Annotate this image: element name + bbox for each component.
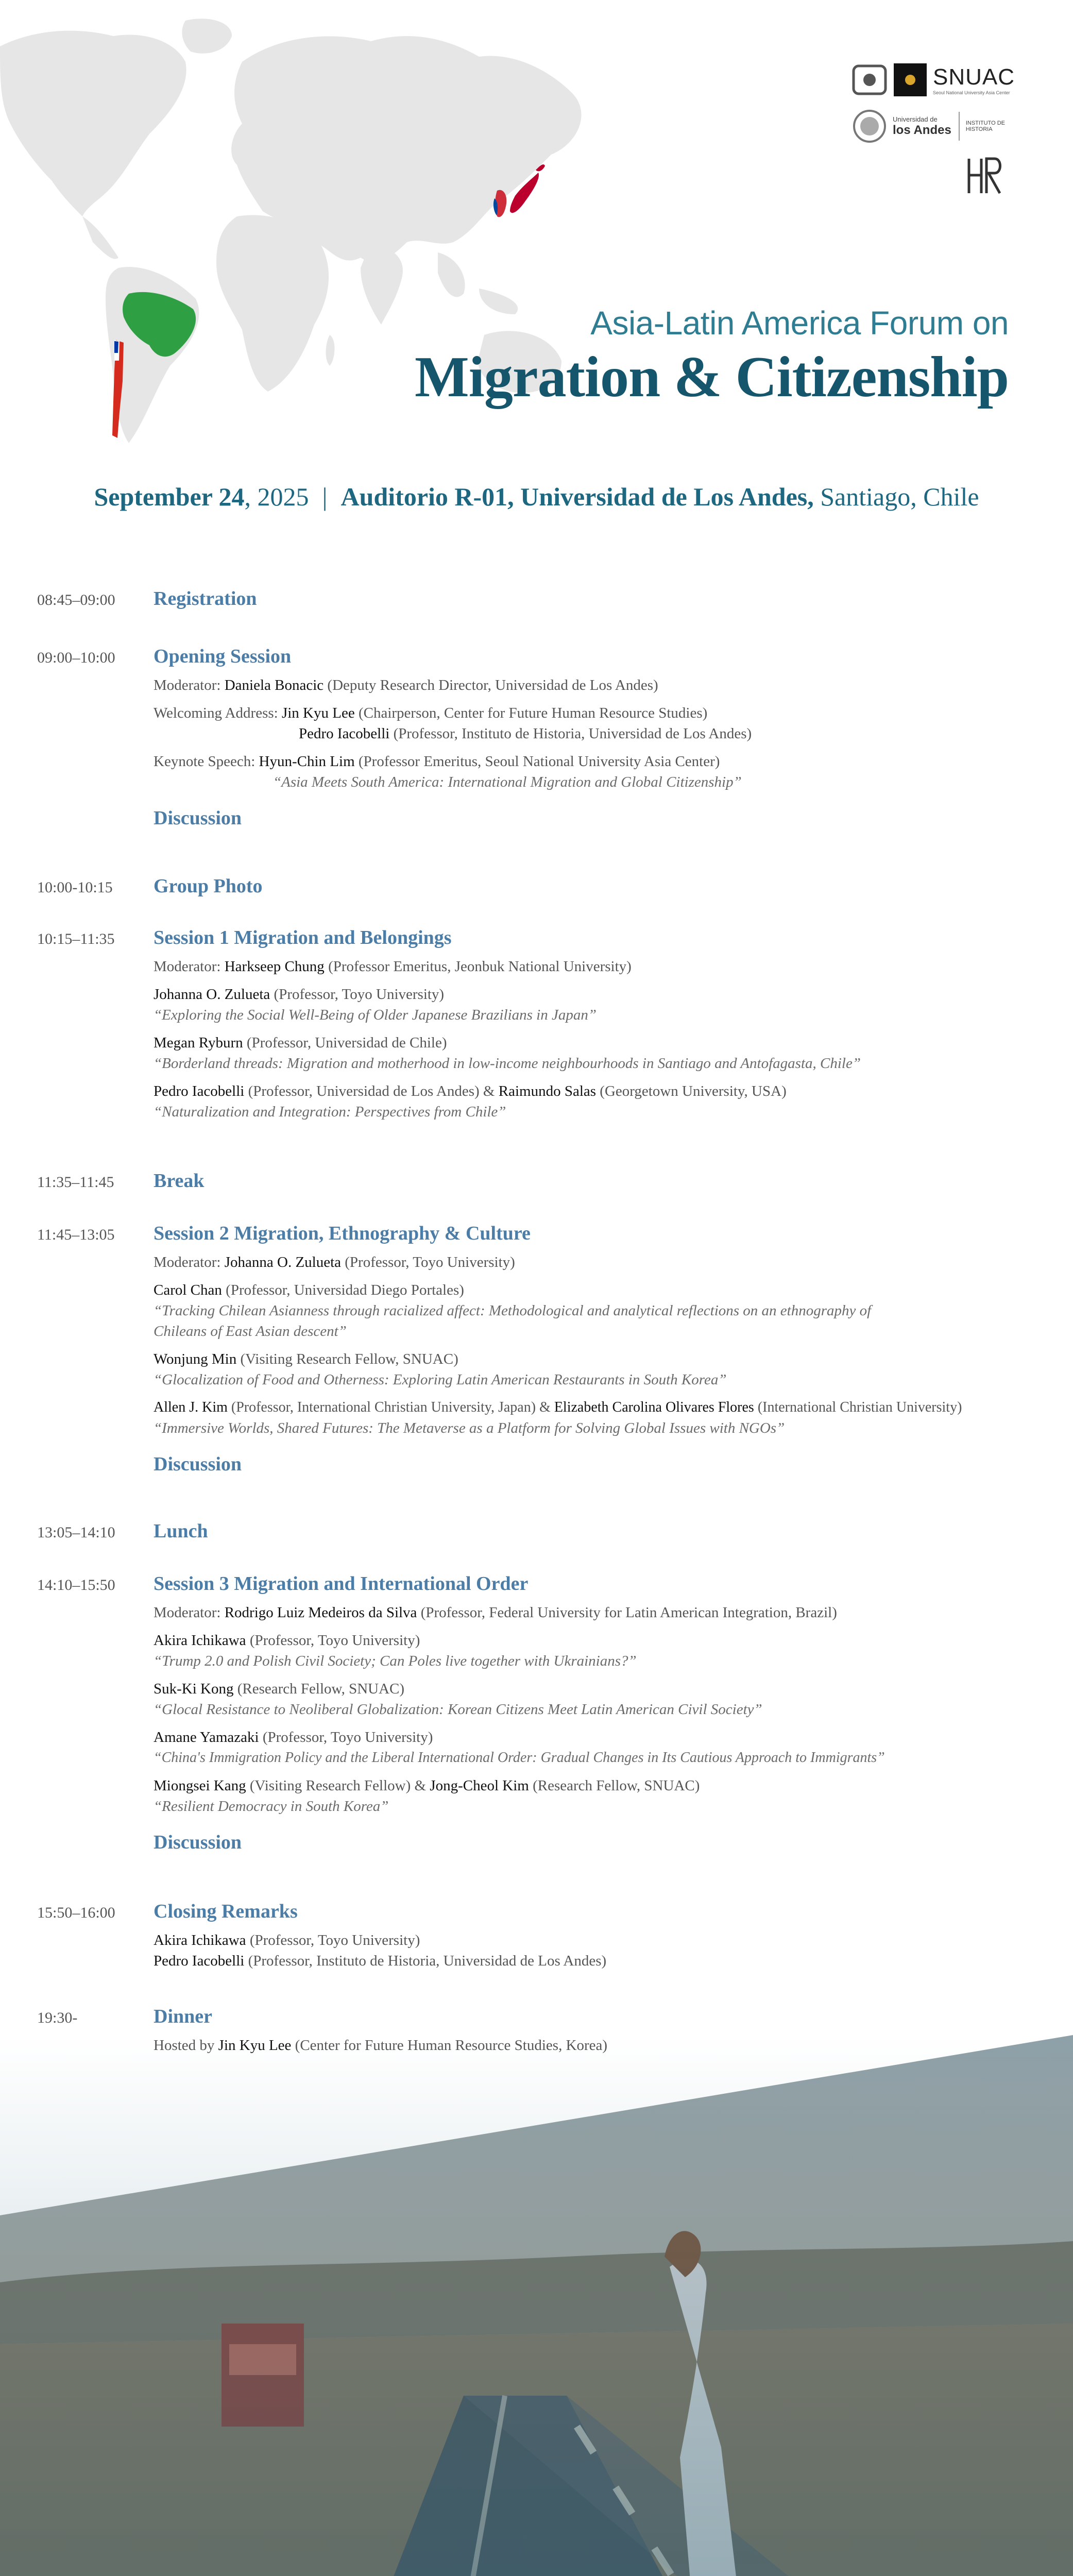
hr-logo-icon [966, 155, 1003, 196]
event-date: September 24 [94, 482, 245, 511]
talk-title: “China's Immigration Policy and the Liberal International Order: Gradual Changes in Its Cautious Approach to Immigrants” [154, 1750, 885, 1766]
slot-title: Break [154, 1170, 205, 1192]
forum-title: Migration & Citizenship [415, 345, 1009, 409]
talk-item: Allen J. Kim (Professor, International Christian University, Japan) & Elizabeth Carolina Olivares Flores (International Christian University) “Immersive Worlds, Shared Futures: The Metaverse as a Platform for Solving Global Issues with NGOs” [154, 1397, 1040, 1438]
welcome-line-2: Pedro Iacobelli (Professor, Instituto de Historia, Universidad de Los Andes) [299, 725, 752, 742]
closing-speaker: Akira Ichikawa (Professor, Toyo University) [154, 1932, 420, 1948]
header-section [0, 0, 1073, 520]
slot-title: Dinner [154, 2006, 212, 2027]
talk-item: Megan Ryburn (Professor, Universidad de Chile) “Borderland threads: Migration and motherhood in low-income neighbourhoods in Santiago and Antofagasta, Chile” [154, 1032, 1040, 1074]
talk-title: “Tracking Chilean Asianness through racialized affect: Methodological and analytical reflections on an ethnography of [154, 1302, 872, 1319]
speaker-name: Pedro Iacobelli [299, 725, 390, 742]
event-city: Santiago, Chile [820, 482, 979, 511]
slot-time: 09:00–10:00 [37, 649, 115, 666]
slot-title: Registration [154, 588, 257, 609]
historia-name: HISTORIA [965, 126, 993, 132]
snuac-logo [851, 62, 1015, 98]
slot-title: Closing Remarks [154, 1901, 298, 1922]
slot-time: 19:30- [37, 2009, 78, 2026]
moderator-name: Harkseep Chung [224, 958, 325, 975]
speaker-name: Raimundo Salas [498, 1083, 597, 1099]
speaker-name: Pedro Iacobelli [154, 1953, 245, 1969]
closing-speaker: Pedro Iacobelli (Professor, Instituto de Historia, Universidad de Los Andes) [154, 1953, 607, 1969]
slot-title: Opening Session [154, 646, 292, 667]
moderator-line: Moderator: Johanna O. Zulueta (Professor, Toyo University) [154, 1254, 515, 1270]
talk-item: Johanna O. Zulueta (Professor, Toyo University) “Exploring the Social Well-Being of Older Japanese Brazilians in Japan” [154, 984, 1040, 1025]
photo-section [0, 2035, 1073, 2576]
speaker-name: Wonjung Min [154, 1351, 237, 1367]
speaker-name: Miongsei Kang [154, 1777, 246, 1794]
date-separator: | [322, 482, 328, 511]
snuac-wordmark: SNUAC [933, 64, 1015, 90]
slot-time: 11:45–13:05 [37, 1226, 115, 1243]
slot-title: Session 3 Migration and International Order [154, 1573, 529, 1595]
uniandes-name: los Andes [893, 123, 951, 137]
talk-item: Suk-Ki Kong (Research Fellow, SNUAC) “Glocal Resistance to Neoliberal Globalization: Korean Citizens Meet Latin American Civil Society” [154, 1679, 1040, 1720]
snuac-mark-icon [894, 63, 927, 96]
slot-time: 10:00-10:15 [37, 879, 113, 896]
moderator-line: Moderator: Daniela Bonacic (Deputy Research Director, Universidad de Los Andes) [154, 677, 658, 693]
talk-item: Pedro Iacobelli (Professor, Universidad de Los Andes) & Raimundo Salas (Georgetown University, USA) “Naturalization and Integration: Perspectives from Chile” [154, 1081, 1040, 1122]
keynote-line: Keynote Speech: Hyun-Chin Lim (Professor Emeritus, Seoul National University Asia Center) [154, 753, 720, 770]
slot-time: 13:05–14:10 [37, 1524, 115, 1541]
speaker-name: Johanna O. Zulueta [154, 986, 270, 1003]
talk-item: Miongsei Kang (Visiting Research Fellow) & Jong-Cheol Kim (Research Fellow, SNUAC) “Resilient Democracy in South Korea” [154, 1775, 1040, 1817]
talk-title: “Resilient Democracy in South Korea” [154, 1798, 389, 1815]
talk-item: Carol Chan (Professor, Universidad Diego Portales) “Tracking Chilean Asianness through racialized affect: Methodological and analytical reflections on an ethnography of Chileans of East Asian descent” [154, 1280, 1040, 1342]
logo-divider [959, 112, 960, 141]
speaker-name: Amane Yamazaki [154, 1729, 259, 1745]
talk-title: “Naturalization and Integration: Perspectives from Chile” [154, 1104, 506, 1120]
talk-title: “Borderland threads: Migration and motherhood in low-income neighbourhoods in Santiago and Antofagasta, Chile” [154, 1055, 861, 1072]
talk-title-cont: Chileans of East Asian descent” [154, 1323, 347, 1340]
speaker-name: Suk-Ki Kong [154, 1681, 234, 1697]
talk-title: “Immersive Worlds, Shared Futures: The Metaverse as a Platform for Solving Global Issues with NGOs” [154, 1420, 785, 1436]
moderator-line: Moderator: Harkseep Chung (Professor Emeritus, Jeonbuk National University) [154, 958, 632, 975]
moderator-line: Moderator: Rodrigo Luiz Medeiros da Silva (Professor, Federal University for Latin American Integration, Brazil) [154, 1604, 837, 1621]
slot-title: Session 2 Migration, Ethnography & Culture [154, 1223, 531, 1244]
speaker-name: Jin Kyu Lee [281, 705, 355, 721]
talk-title: “Exploring the Social Well-Being of Older Japanese Brazilians in Japan” [154, 1007, 597, 1023]
snu-emblem-icon [851, 62, 888, 98]
logo-group [851, 57, 1021, 211]
forum-subtitle: Asia-Latin America Forum on [590, 304, 1009, 342]
keynote-title: “Asia Meets South America: International Migration and Global Citizenship” [273, 774, 742, 790]
uniandes-pre: Universidad de [893, 115, 938, 123]
historia-pre: INSTITUTO DE [965, 120, 1006, 126]
moderator-name: Daniela Bonacic [224, 677, 324, 693]
talk-item: Akira Ichikawa (Professor, Toyo University) “Trump 2.0 and Polish Civil Society; Can Poles live together with Ukrainians?” [154, 1630, 1040, 1671]
uniandes-seal-icon [851, 108, 888, 144]
snuac-subtext: Seoul National University Asia Center [933, 90, 1010, 95]
slot-title: Lunch [154, 1520, 208, 1542]
talk-title: “Trump 2.0 and Polish Civil Society; Can Poles live together with Ukrainians?” [154, 1653, 637, 1669]
speaker-name: Akira Ichikawa [154, 1932, 246, 1948]
discussion-label: Discussion [154, 1453, 242, 1475]
slot-time: 11:35–11:45 [37, 1174, 114, 1191]
speaker-name: Jong-Cheol Kim [430, 1777, 529, 1794]
slot-time: 08:45–09:00 [37, 591, 115, 608]
title-block [415, 304, 1009, 411]
event-venue: Auditorio R-01, Universidad de Los Andes, [340, 482, 814, 511]
date-venue-line [0, 482, 1073, 512]
speaker-name: Allen J. Kim [154, 1399, 228, 1415]
moderator-name: Johanna O. Zulueta [224, 1254, 342, 1270]
welcome-line: Welcoming Address: Jin Kyu Lee (Chairperson, Center for Future Human Resource Studies) [154, 705, 708, 721]
discussion-label: Discussion [154, 807, 242, 829]
uniandes-logo [851, 108, 1005, 144]
slot-time: 10:15–11:35 [37, 930, 115, 947]
talk-item: Wonjung Min (Visiting Research Fellow, SNUAC) “Glocalization of Food and Otherness: Exploring Latin American Restaurants in South Korea” [154, 1349, 1040, 1390]
speaker-name: Carol Chan [154, 1282, 222, 1298]
moderator-name: Rodrigo Luiz Medeiros da Silva [224, 1604, 417, 1621]
speaker-name: Elizabeth Carolina Olivares Flores [554, 1399, 754, 1415]
talk-title: “Glocal Resistance to Neoliberal Globalization: Korean Citizens Meet Latin American Civil Society” [154, 1701, 762, 1718]
slot-time: 15:50–16:00 [37, 1904, 115, 1921]
speaker-name: Hyun-Chin Lim [259, 753, 355, 770]
event-year: , 2025 [244, 482, 309, 511]
discussion-label: Discussion [154, 1832, 242, 1853]
talk-title: “Glocalization of Food and Otherness: Exploring Latin American Restaurants in South Korea” [154, 1371, 727, 1388]
highway-photo [0, 2035, 1073, 2576]
speaker-name: Megan Ryburn [154, 1035, 243, 1051]
talk-item: Amane Yamazaki (Professor, Toyo University) “China's Immigration Policy and the Liberal International Order: Gradual Changes in Its Cautious Approach to Immigrants” [154, 1727, 1040, 1768]
speaker-name: Akira Ichikawa [154, 1632, 246, 1649]
slot-title: Group Photo [154, 875, 263, 897]
slot-time: 14:10–15:50 [37, 1577, 115, 1594]
slot-title: Session 1 Migration and Belongings [154, 927, 452, 948]
speaker-name: Pedro Iacobelli [154, 1083, 245, 1099]
